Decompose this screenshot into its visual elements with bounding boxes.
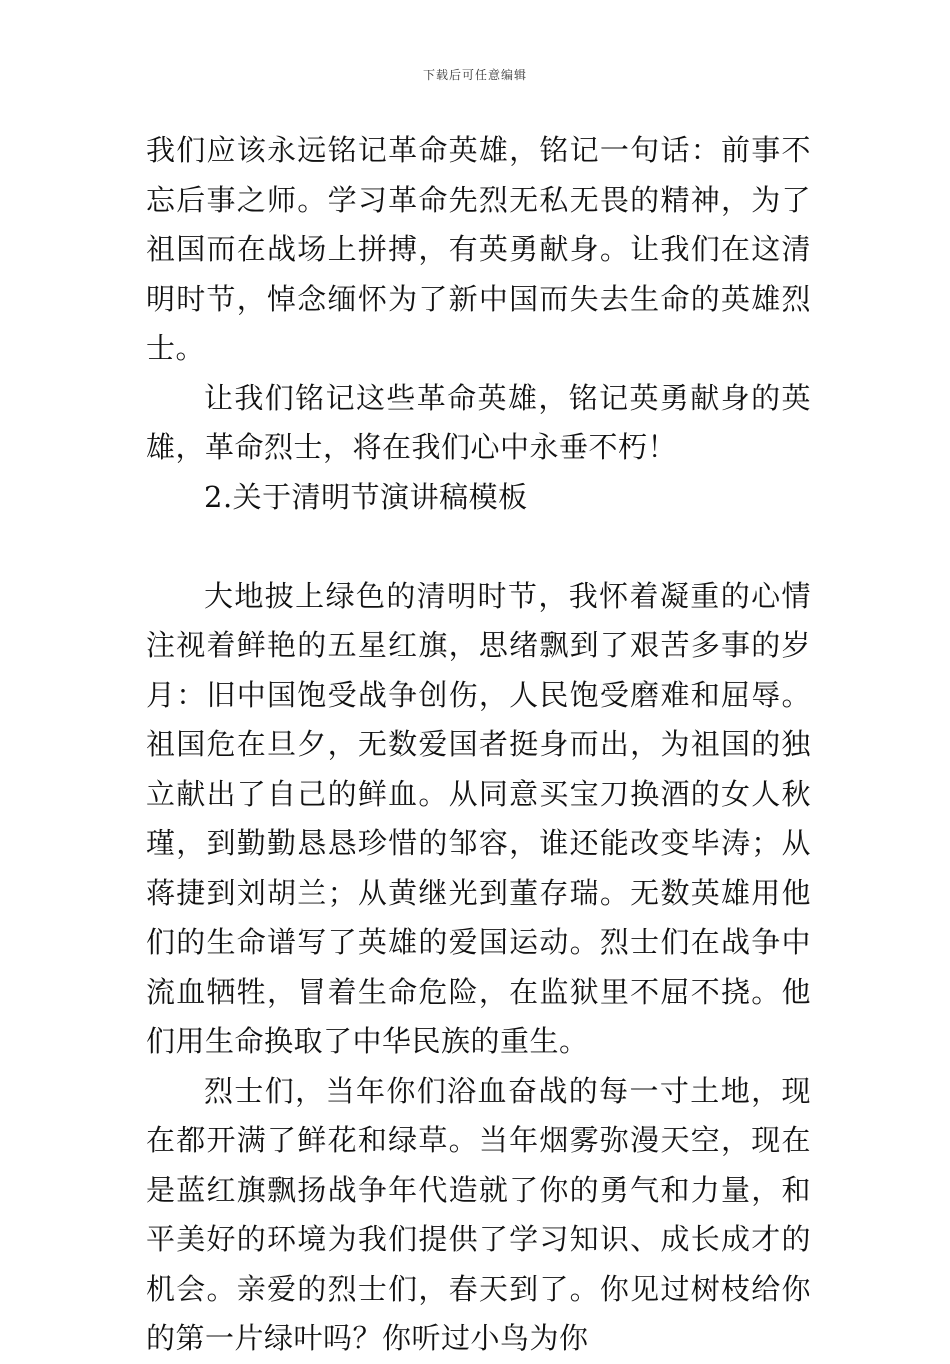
document-body [146,126,811,1364]
paragraph-4: 烈士们，当年你们浴血奋战的每一寸土地，现在都开满了鲜花和绿草。当年烟雾弥漫天空，现在是蓝红旗飘扬战争年代造就了你的勇气和力量，和平美好的环境为我们提供了学习知识、成长成才的机会。亲爱的烈士们，春天到了。你见过树枝给你的第一片绿叶吗？你听过小鸟为你 [146,1073,811,1355]
blank-line [146,522,811,572]
paragraph-3: 大地披上绿色的清明时节，我怀着凝重的心情注视着鲜艳的五星红旗，思绪飘到了艰苦多事的岁月：旧中国饱受战争创伤，人民饱受磨难和屈辱。祖国危在旦夕，无数爱国者挺身而出，为祖国的独立献出了自己的鲜血。从同意买宝刀换酒的女人秋瑾，到勤勤恳恳珍惜的邹容，谁还能改变毕涛；从蒋捷到刘胡兰；从黄继光到董存瑞。无数英雄用他们的生命谱写了英雄的爱国运动。烈士们在战争中流血牺牲，冒着生命危险，在监狱里不屈不挠。他们用生命换取了中华民族的重生。 [146,578,811,1058]
paragraph-2: 让我们铭记这些革命英雄，铭记英勇献身的英雄，革命烈士，将在我们心中永垂不朽！ [146,380,811,464]
section-heading-2: 2.关于清明节演讲稿模板 [204,479,528,514]
page-header-note: 下载后可任意编辑 [422,68,527,82]
paragraph-1: 我们应该永远铭记革命英雄，铭记一句话：前事不忘后事之师。学习革命先烈无私无畏的精神，为了祖国而在战场上拼搏，有英勇献身。让我们在这清明时节，悼念缅怀为了新中国而失去生命的英雄烈士。 [146,133,811,365]
